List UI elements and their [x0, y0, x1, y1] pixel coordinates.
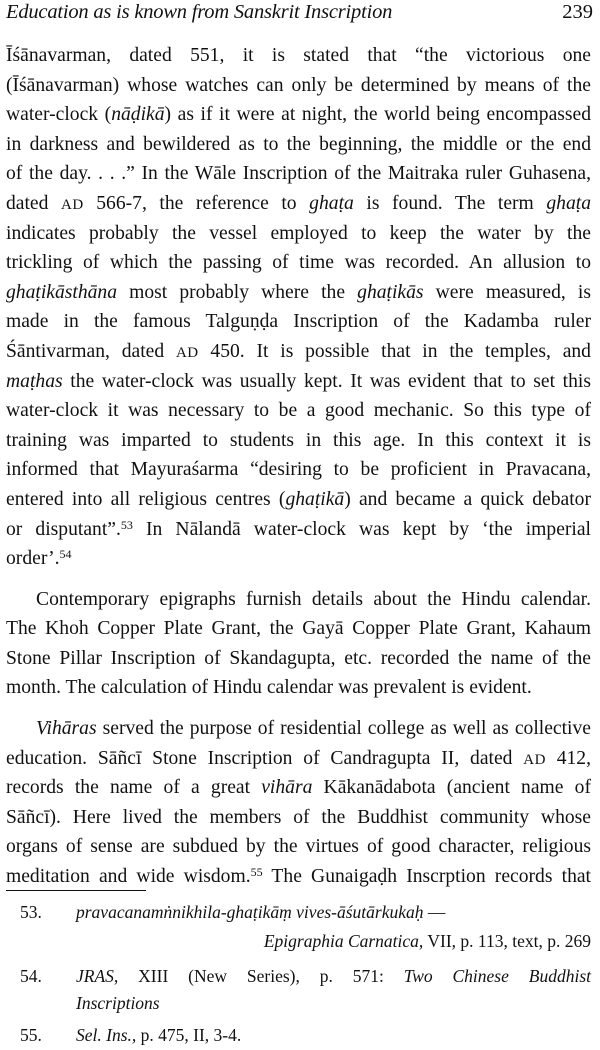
- body-line-12: maṭhas the water-clock was usually kept. It was evident that to set this: [6, 370, 591, 392]
- footnote-text: pravacanamṅnikhila-ghaṭikāṃ vives-āśutārkukaḥ —: [76, 902, 446, 922]
- body-line-1: Īśānavarman, dated 551, it is stated that “the victorious one: [6, 45, 591, 66]
- era-abbreviation: AD: [175, 344, 199, 361]
- italic-term: Epigraphia Carnatica,: [263, 931, 424, 951]
- running-title: Education as is known from Sanskrit Inscription: [6, 1, 393, 23]
- body-line-27: organs of sense are subdued by the virtues of good character, religious: [6, 836, 591, 858]
- page-header: [6, 0, 593, 28]
- body-line-21: Stone Pillar Inscription of Skandagupta, etc. recorded the name of the: [6, 647, 591, 669]
- body-line-28: meditation and wide wisdom.$^{55}$ The Gunaigaḍh Inscrption records that: [6, 865, 592, 888]
- italic-term: JRAS,: [76, 966, 119, 986]
- italic-term: maṭhas: [6, 370, 63, 392]
- footnote-number: 54.: [20, 966, 42, 986]
- body-line-5: of the day. . . .” In the Wāle Inscription of the Maitraka ruler Guhasena,: [6, 163, 591, 185]
- footnote-text: Sel. Ins., p. 475, II, 3-4.: [76, 1025, 242, 1045]
- italic-term: ghaṭikās: [357, 281, 424, 303]
- footnote-text: Epigraphia Carnatica, VII, p. 113, text, p. 269: [263, 931, 591, 951]
- era-abbreviation: AD: [61, 196, 84, 213]
- footnote-53-continuation: [6, 927, 591, 956]
- body-line-2: (Īśānavarman) whose watches can only be determined by means of the: [6, 74, 591, 96]
- footnote-53: [6, 898, 591, 927]
- body-line-24: education. Sāñcī Stone Inscription of Candragupta II, dated AD 412,: [6, 747, 591, 769]
- paragraph-gap: [6, 703, 591, 714]
- body-line-13: water-clock it was necessary to be a good mechanic. So this type of: [6, 400, 591, 422]
- body-line-26: Sāñcī). Here lived the members of the Buddhist community whose: [6, 806, 591, 828]
- body-line-18: order’.$^{54}$: [6, 547, 72, 570]
- italic-term: Sel. Ins.,: [76, 1025, 137, 1045]
- body-line-6: dated AD 566-7, the reference to ghaṭa is found. The term ghaṭa: [6, 192, 591, 214]
- body-line-11: Śāntivarman, dated AD 450. It is possible that in the temples, and: [6, 340, 591, 362]
- italic-term: Inscriptions: [76, 993, 160, 1013]
- body-line-4: in darkness and bewildered as to the beginning, the middle or the end: [6, 133, 591, 155]
- body-line-22: month. The calculation of Hindu calendar was prevalent is evident.: [6, 677, 532, 699]
- footnote-text: JRAS, XIII (New Series), p. 571: Two Chinese Buddhist: [76, 966, 591, 986]
- body-line-9: ghaṭikāsthāna most probably where the ghaṭikās were measured, is: [6, 281, 591, 303]
- body-line-23: Vihāras served the purpose of residential college as well as collective: [36, 718, 591, 740]
- body-line-8: trickling of which the passing of time was recorded. An allusion to: [6, 252, 591, 274]
- italic-term: nāḍikā: [111, 104, 165, 126]
- body-line-10: made in the famous Talguṇḍa Inscription of the Kadamba ruler: [6, 311, 591, 333]
- body-line-25: records the name of a great vihāra Kākanādabota (ancient name of: [6, 777, 591, 799]
- footnote-54-continuation: [6, 991, 591, 1015]
- italic-term: Two Chinese Buddhist: [403, 966, 591, 986]
- body-line-3: water-clock (nāḍikā) as if it were at night, the world being encompassed: [6, 104, 592, 126]
- footnote-55: [6, 1021, 591, 1050]
- italic-term: ghaṭikāsthāna: [6, 281, 118, 303]
- body-line-20: The Khoh Copper Plate Grant, the Gayā Copper Plate Grant, Kahaum: [6, 618, 591, 640]
- paragraph-gap: [6, 574, 591, 585]
- footnotes: [6, 898, 591, 1050]
- page-number: 239: [562, 1, 593, 23]
- footnote-reference: 54: [59, 547, 72, 562]
- footnote-text: [76, 991, 591, 1015]
- italic-term: ghaṭa: [546, 192, 591, 214]
- footnote-reference: 55: [250, 865, 263, 880]
- footnote-number: 53.: [20, 902, 42, 922]
- italic-term: vihāra: [261, 777, 313, 799]
- body-line-16: entered into all religious centres (ghaṭikā) and became a quick debator: [6, 488, 591, 510]
- italic-term: Vihāras: [36, 718, 97, 740]
- body-line-17: or disputant”.$^{53}$ In Nālandā water-clock was kept by ‘the imperial: [6, 517, 591, 540]
- body-line-15: informed that Mayuraśarma “desiring to be proficient in Pravacana,: [6, 459, 591, 481]
- body-text: [6, 41, 591, 892]
- body-line-7: indicates probably the vessel employed to keep the water by the: [6, 222, 591, 244]
- italic-term: ghaṭikā: [285, 488, 345, 510]
- footnote-reference: 53: [120, 517, 133, 532]
- footnote-number: 55.: [20, 1025, 42, 1045]
- body-line-14: training was imparted to students in this age. In this context it is: [6, 429, 591, 451]
- footnote-rule: [6, 890, 146, 891]
- era-abbreviation: AD: [523, 751, 546, 768]
- footnote-54: [6, 962, 591, 991]
- body-line-19: Contemporary epigraphs furnish details about the Hindu calendar.: [36, 588, 591, 610]
- italic-term: ghaṭa: [309, 192, 354, 214]
- italic-term: pravacanamṅnikhila-ghaṭikāṃ vives-āśutārkukaḥ: [76, 902, 424, 922]
